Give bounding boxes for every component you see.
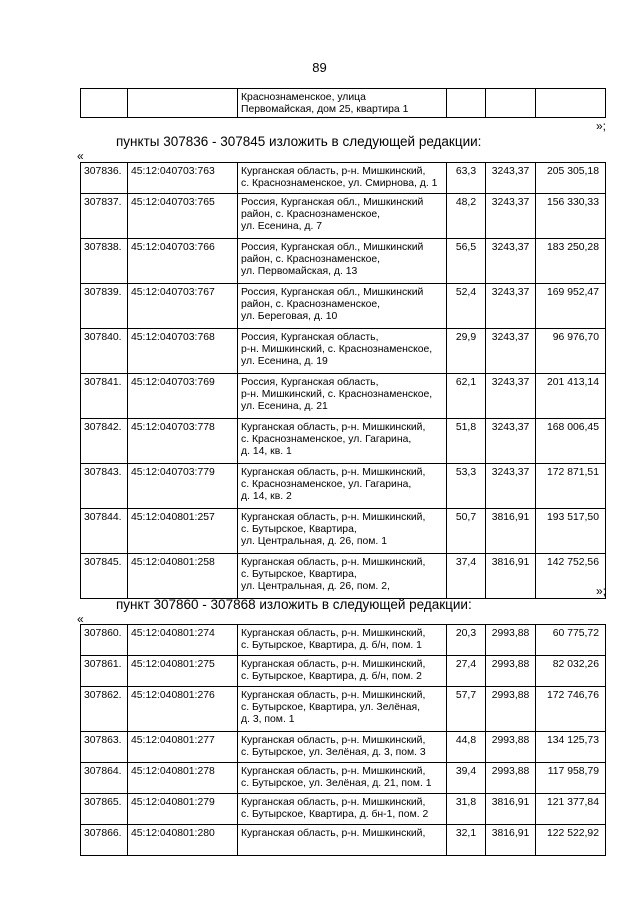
address-cell (238, 284, 447, 329)
address-line: р-н. Мишкинский, с. Краснознаменское, (241, 389, 433, 400)
item-number-cell: 307860. (81, 625, 128, 656)
table-cell (447, 89, 486, 118)
address-line: ул. Центральная, д. 26, пом. 2, (241, 581, 390, 592)
table-row (81, 625, 606, 656)
sum-cell: 168 006,45 (536, 419, 606, 464)
table-row (81, 163, 606, 194)
rate-cell: 3243,37 (486, 419, 536, 464)
cadastral-number-cell: 45:12:040801:258 (128, 554, 238, 599)
address-line: район, с. Краснознаменское, (241, 299, 381, 310)
table-row (81, 464, 606, 509)
area-cell: 31,8 (447, 794, 486, 825)
item-number-cell: 307861. (81, 656, 128, 687)
cadastral-number-cell: 45:12:040801:279 (128, 794, 238, 825)
cadastral-number-cell: 45:12:040703:766 (128, 239, 238, 284)
table-row (81, 509, 606, 554)
area-cell: 20,3 (447, 625, 486, 656)
item-number-cell: 307862. (81, 687, 128, 732)
address-cell (238, 625, 447, 656)
item-number-cell: 307842. (81, 419, 128, 464)
sum-cell: 169 952,47 (536, 284, 606, 329)
cadastral-number-cell: 45:12:040703:763 (128, 163, 238, 194)
address-line: с. Бутырское, Квартира, (241, 569, 357, 580)
sum-cell: 82 032,26 (536, 656, 606, 687)
sum-cell: 122 522,92 (536, 825, 606, 856)
table-row (81, 419, 606, 464)
address-cell (238, 464, 447, 509)
address-cell (238, 656, 447, 687)
table-row (81, 329, 606, 374)
address-line: Курганская область, р-н. Мишкинский, (241, 467, 426, 478)
area-cell: 51,8 (447, 419, 486, 464)
area-cell: 44,8 (447, 732, 486, 763)
address-line: Россия, Курганская область, (241, 332, 379, 343)
sum-cell: 156 330,33 (536, 194, 606, 239)
table-row (81, 656, 606, 687)
cadastral-number-cell: 45:12:040801:277 (128, 732, 238, 763)
table-cell (81, 89, 128, 118)
sum-cell: 121 377,84 (536, 794, 606, 825)
address-line: ул. Есенина, д. 19 (241, 356, 328, 367)
address-line: ул. Береговая, д. 10 (241, 311, 338, 322)
sum-cell: 142 752,56 (536, 554, 606, 599)
sum-cell: 172 746,76 (536, 687, 606, 732)
area-cell: 32,1 (447, 825, 486, 856)
address-line: с. Бутырское, ул. Зелёная, д. 21, пом. 1 (241, 778, 432, 789)
table-row (81, 687, 606, 732)
sum-cell: 60 775,72 (536, 625, 606, 656)
cadastral-number-cell: 45:12:040801:257 (128, 509, 238, 554)
rate-cell: 2993,88 (486, 763, 536, 794)
address-line: Россия, Курганская обл., Мишкинский (241, 287, 424, 298)
item-number-cell: 307836. (81, 163, 128, 194)
address-cell (238, 374, 447, 419)
closing-quote: »; (596, 584, 607, 598)
item-number-cell: 307844. (81, 509, 128, 554)
address-line: с. Краснознаменское, ул. Гагарина, (241, 434, 412, 445)
address-cell (238, 794, 447, 825)
cadastral-number-cell: 45:12:040703:765 (128, 194, 238, 239)
address-line: р-н. Мишкинский, с. Краснознаменское, (241, 344, 433, 355)
sum-cell: 201 413,14 (536, 374, 606, 419)
area-cell: 27,4 (447, 656, 486, 687)
sum-cell: 183 250,28 (536, 239, 606, 284)
address-line: Курганская область, р-н. Мишкинский, (241, 690, 426, 701)
address-line: ул. Первомайская, д. 13 (241, 266, 358, 277)
address-cell (238, 329, 447, 374)
item-number-cell: 307837. (81, 194, 128, 239)
address-line: с. Бутырское, Квартира, д. б/н, пом. 1 (241, 640, 422, 651)
cadastral-number-cell: 45:12:040801:280 (128, 825, 238, 856)
address-line: Курганская область, р-н. Мишкинский, (241, 557, 426, 568)
rate-cell: 3816,91 (486, 794, 536, 825)
table-row (81, 374, 606, 419)
section-lead-2: пункт 307860 - 307868 изложить в следующей редакции: (116, 597, 472, 612)
rate-cell: 2993,88 (486, 687, 536, 732)
cadastral-number-cell: 45:12:040703:768 (128, 329, 238, 374)
item-number-cell: 307841. (81, 374, 128, 419)
address-line: Краснознаменское, улица (241, 92, 366, 103)
address-cell (238, 732, 447, 763)
closing-quote: »; (596, 119, 607, 133)
item-number-cell: 307845. (81, 554, 128, 599)
area-cell: 62,1 (447, 374, 486, 419)
address-cell (238, 194, 447, 239)
cadastral-number-cell: 45:12:040801:278 (128, 763, 238, 794)
table-row (81, 89, 606, 118)
rate-cell: 2993,88 (486, 656, 536, 687)
cadastral-number-cell: 45:12:040801:275 (128, 656, 238, 687)
address-cell (238, 687, 447, 732)
address-line: Курганская область, р-н. Мишкинский, (241, 659, 426, 670)
rate-cell: 3243,37 (486, 163, 536, 194)
cadastral-number-cell: 45:12:040801:276 (128, 687, 238, 732)
address-cell (238, 763, 447, 794)
area-cell: 29,9 (447, 329, 486, 374)
table-fragment-top (80, 88, 606, 118)
address-line: Курганская область, р-н. Мишкинский, (241, 166, 426, 177)
sum-cell: 193 517,50 (536, 509, 606, 554)
item-number-cell: 307838. (81, 239, 128, 284)
area-cell: 37,4 (447, 554, 486, 599)
item-number-cell: 307865. (81, 794, 128, 825)
address-line: с. Бутырское, Квартира, д. бн-1, пом. 2 (241, 809, 429, 820)
table-section-1 (80, 162, 606, 599)
cadastral-number-cell: 45:12:040703:778 (128, 419, 238, 464)
cadastral-number-cell: 45:12:040703:779 (128, 464, 238, 509)
item-number-cell: 307840. (81, 329, 128, 374)
address-line: район, с. Краснознаменское, (241, 209, 381, 220)
page-number: 89 (312, 60, 327, 75)
address-line: с. Краснознаменское, ул. Смирнова, д. 1 (241, 178, 438, 189)
table-row (81, 732, 606, 763)
address-line: Курганская область, р-н. Мишкинский, (241, 628, 426, 639)
address-cell (238, 825, 447, 856)
address-line: с. Бутырское, Квартира, (241, 524, 357, 535)
area-cell: 39,4 (447, 763, 486, 794)
section-lead-1: пункты 307836 - 307845 изложить в следующей редакции: (116, 134, 482, 149)
address-line: ул. Центральная, д. 26, пом. 1 (241, 536, 387, 547)
item-number-cell: 307839. (81, 284, 128, 329)
rate-cell: 3816,91 (486, 554, 536, 599)
cadastral-number-cell: 45:12:040801:274 (128, 625, 238, 656)
table-row (81, 194, 606, 239)
area-cell: 48,2 (447, 194, 486, 239)
address-line: ул. Есенина, д. 7 (241, 221, 323, 232)
area-cell: 50,7 (447, 509, 486, 554)
address-cell (238, 554, 447, 599)
address-line: Россия, Курганская область, (241, 377, 379, 388)
item-number-cell: 307864. (81, 763, 128, 794)
address-line: с. Бутырское, Квартира, д. б/н, пом. 2 (241, 671, 422, 682)
rate-cell: 3243,37 (486, 239, 536, 284)
table-row (81, 763, 606, 794)
rate-cell: 3243,37 (486, 374, 536, 419)
address-line: с. Бутырское, Квартира, ул. Зелёная, (241, 702, 421, 713)
address-line: Россия, Курганская обл., Мишкинский (241, 197, 424, 208)
address-line: Курганская область, р-н. Мишкинский, (241, 766, 426, 777)
table-cell (486, 89, 536, 118)
table-row (81, 825, 606, 856)
address-cell (238, 89, 447, 118)
area-cell: 52,4 (447, 284, 486, 329)
rate-cell: 2993,88 (486, 625, 536, 656)
address-line: с. Краснознаменское, ул. Гагарина, (241, 479, 412, 490)
sum-cell: 205 305,18 (536, 163, 606, 194)
table-row (81, 794, 606, 825)
address-line: ул. Есенина, д. 21 (241, 401, 328, 412)
rate-cell: 3243,37 (486, 284, 536, 329)
address-line: район, с. Краснознаменское, (241, 254, 381, 265)
item-number-cell: 307863. (81, 732, 128, 763)
rate-cell: 3243,37 (486, 194, 536, 239)
cadastral-number-cell: 45:12:040703:767 (128, 284, 238, 329)
address-line: Первомайская, дом 25, квартира 1 (241, 104, 409, 115)
sum-cell: 117 958,79 (536, 763, 606, 794)
table-row (81, 554, 606, 599)
address-cell (238, 509, 447, 554)
opening-quote: « (77, 149, 84, 163)
rate-cell: 3243,37 (486, 464, 536, 509)
address-line: с. Бутырское, ул. Зелёная, д. 3, пом. 3 (241, 747, 426, 758)
address-line: Курганская область, р-н. Мишкинский, (241, 797, 426, 808)
address-line: д. 3, пом. 1 (241, 714, 295, 725)
table-row (81, 239, 606, 284)
sum-cell: 134 125,73 (536, 732, 606, 763)
rate-cell: 3243,37 (486, 329, 536, 374)
address-line: Курганская область, р-н. Мишкинский, (241, 512, 426, 523)
rate-cell: 3816,91 (486, 509, 536, 554)
area-cell: 63,3 (447, 163, 486, 194)
table-cell (536, 89, 606, 118)
table-section-2 (80, 624, 606, 856)
address-cell (238, 239, 447, 284)
opening-quote: « (77, 612, 84, 626)
address-line: Курганская область, р-н. Мишкинский, (241, 828, 426, 839)
area-cell: 53,3 (447, 464, 486, 509)
address-line: Курганская область, р-н. Мишкинский, (241, 735, 426, 746)
address-line: д. 14, кв. 1 (241, 446, 292, 457)
address-cell (238, 163, 447, 194)
address-line: Курганская область, р-н. Мишкинский, (241, 422, 426, 433)
rate-cell: 3816,91 (486, 825, 536, 856)
cadastral-number-cell: 45:12:040703:769 (128, 374, 238, 419)
rate-cell: 2993,88 (486, 732, 536, 763)
area-cell: 56,5 (447, 239, 486, 284)
address-cell (238, 419, 447, 464)
item-number-cell: 307866. (81, 825, 128, 856)
sum-cell: 96 976,70 (536, 329, 606, 374)
area-cell: 57,7 (447, 687, 486, 732)
address-line: д. 14, кв. 2 (241, 491, 292, 502)
table-row (81, 284, 606, 329)
table-cell (128, 89, 238, 118)
sum-cell: 172 871,51 (536, 464, 606, 509)
item-number-cell: 307843. (81, 464, 128, 509)
address-line: Россия, Курганская обл., Мишкинский (241, 242, 424, 253)
